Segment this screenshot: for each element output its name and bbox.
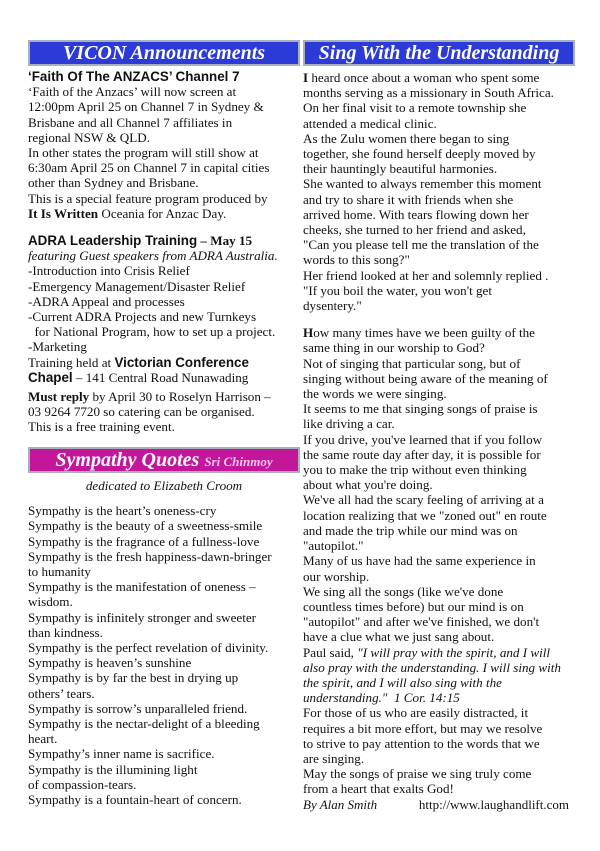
sympathy-line: Sympathy is infinitely stronger and sweeter [28, 609, 257, 625]
adra-held-line-2 [28, 370, 300, 385]
sympathy-line: of compassion-tears. [28, 776, 137, 792]
para2-line-text: We've all had the scary feeling of arriving at a [303, 492, 544, 508]
adra-line: -Emergency Management/Disaster Relief [28, 278, 246, 294]
paul-quote-line [303, 675, 575, 690]
para1-line-text: together, she found herself deeply moved by [303, 146, 536, 162]
para1-line [303, 161, 575, 176]
para1-line [303, 222, 575, 237]
adra-title: ADRA Leadership Training [28, 233, 198, 249]
sympathy-line: Sympathy is the manifestation of oneness – [28, 579, 256, 595]
source-url[interactable]: http://www.laughandlift.com [418, 796, 569, 812]
sympathy-line: heart. [28, 731, 58, 747]
sympathy-line: than kindness. [28, 624, 103, 640]
article-para-2 [303, 325, 575, 644]
sympathy-line: Sympathy is the perfect revelation of divinity. [28, 640, 269, 656]
para2-line [303, 386, 575, 401]
para2-line [303, 340, 575, 355]
sympathy-banner-author: Sri Chinmoy [204, 454, 273, 469]
sympathy-banner-title: Sympathy Quotes [55, 449, 200, 471]
paul-quote-line [303, 660, 575, 675]
adra-venue-address: – 141 Central Road Nunawading [72, 369, 249, 385]
para1-line-text: attended a medical clinic. [303, 115, 437, 131]
para1-line [303, 146, 575, 161]
para2-line [303, 569, 575, 584]
para2-line [303, 629, 575, 644]
adra-reply-line-2: 03 9264 7720 so catering can be organised. [28, 404, 255, 420]
para2-line [303, 325, 575, 340]
paul-quote-text: also pray with the understanding. I will sing with [303, 659, 561, 675]
para3-line: For those of us who are easily distracted, it [303, 705, 529, 721]
must-reply: Must reply [28, 389, 90, 405]
paul-quote-line [303, 645, 575, 660]
sympathy-quotes-banner [28, 447, 300, 473]
para2-line [303, 477, 575, 492]
para2-line-text: same thing in our worship to God? [303, 340, 485, 356]
para1-line-text: On her final visit to a remote township she [303, 100, 527, 116]
para2-line-text: "autopilot" and after we've finished, we don't [303, 614, 540, 630]
para2-line [303, 401, 575, 416]
adra-venue-1: Victorian Conference [114, 354, 249, 370]
para1-line-text: She wanted to always remember this moment [303, 176, 542, 192]
para2-line [303, 523, 575, 538]
adra-line: -Introduction into Crisis Relief [28, 263, 190, 279]
para1-line-text: words to this song?" [303, 252, 410, 268]
anzacs-line: 6:30am April 25 on Channel 7 in capital cities [28, 160, 270, 176]
para2-line [303, 508, 575, 523]
adra-line: -ADRA Appeal and processes [28, 293, 185, 309]
sympathy-line: to humanity [28, 564, 91, 580]
para3-line: to strive to pay attention to the words that we [303, 735, 540, 751]
para2-line [303, 599, 575, 614]
sympathy-line: Sympathy is the illumining light [28, 761, 198, 777]
para1-line [303, 298, 575, 313]
adra-reply-line [28, 389, 300, 404]
para2-line [303, 492, 575, 507]
para1-line [303, 85, 575, 100]
article-signature [303, 797, 575, 812]
anzacs-line: regional NSW & QLD. [28, 129, 150, 145]
para2-line-text: "autopilot." [303, 538, 364, 554]
para1-line-text: Her friend looked at her and solemnly replied . [303, 267, 549, 283]
article-para-3 [303, 705, 575, 796]
adra-line: -Current ADRA Projects and new Turnkeys [28, 309, 257, 325]
para1-line-text: "If you boil the water, you won't get [303, 282, 492, 298]
para1-line [303, 176, 575, 191]
para1-line-text: As the Zulu women there began to sing [303, 130, 510, 146]
para2-line-text: countless times before) but our mind is on [303, 598, 524, 614]
adra-reply-line-3: This is a free training event. [28, 419, 175, 435]
vicon-announcements-banner: VICON Announcements [28, 40, 300, 66]
sympathy-line: Sympathy is sorrow’s unparalleled friend. [28, 700, 248, 716]
para2-line-text: We sing all the songs (like we've done [303, 583, 504, 599]
sympathy-line: Sympathy is by far the best in drying up [28, 670, 239, 686]
para1-line-text: arrived home. With tears flowing down her [303, 206, 529, 222]
sympathy-line: Sympathy is heaven’s sunshine [28, 655, 192, 671]
para2-line-text: Not of singing that particular song, but of [303, 355, 521, 371]
para2-line [303, 584, 575, 599]
para2-initial: H [303, 325, 314, 341]
sympathy-line: Sympathy is the nectar-delight of a bleeding [28, 716, 260, 732]
paul-quote-text: "I will pray with the spirit, and I will [357, 644, 551, 660]
anzacs-line: 12:00pm April 25 on Channel 7 in Sydney & [28, 99, 264, 115]
paul-prefix: Paul said, [303, 644, 358, 660]
para3-line: are singing. [303, 750, 365, 766]
para2-line-text: you to make the trip without even thinking [303, 462, 527, 478]
para3-line: May the songs of praise we sing truly come [303, 766, 532, 782]
announcements-section [28, 69, 300, 435]
adra-reply-rest: by April 30 to Roselyn Harrison – [89, 389, 271, 405]
para2-line [303, 447, 575, 462]
sympathy-dedication: dedicated to Elizabeth Croom [85, 478, 243, 493]
para2-line-text: have a clue what we just sang about. [303, 629, 495, 645]
para2-line-text: It seems to me that singing songs of praise is [303, 401, 538, 417]
para1-line-text: "Can you please tell me the translation of the [303, 237, 539, 253]
sympathy-line: Sympathy is the fresh happiness-dawn-bringer [28, 548, 272, 564]
article-para-1 [303, 70, 575, 313]
sympathy-line: Sympathy’s inner name is sacrifice. [28, 746, 215, 762]
sympathy-line: Sympathy is the fragrance of a fullness-love [28, 533, 260, 549]
sympathy-line: Sympathy is a fountain-heart of concern. [28, 792, 242, 808]
sympathy-line: wisdom. [28, 594, 73, 610]
adra-title-line [28, 233, 300, 248]
para2-line-text: If you drive, you've learned that if you follow [303, 431, 543, 447]
para2-line-text: and made the trip while our mind was on [303, 522, 518, 538]
anzacs-line: Brisbane and all Channel 7 affiliates in [28, 114, 233, 130]
adra-line: -Marketing [28, 339, 87, 355]
byline: By Alan Smith [303, 796, 378, 812]
adra-held-prefix: Training held at [28, 354, 115, 370]
para1-line [303, 207, 575, 222]
paul-quote [303, 645, 575, 706]
para1-line [303, 100, 575, 115]
para2-line-text: the same route day after day, it is possible for [303, 446, 541, 462]
para2-line [303, 371, 575, 386]
para1-line-text: their hauntingly beautiful harmonies. [303, 161, 498, 177]
para1-line [303, 116, 575, 131]
it-is-written: It Is Written [28, 205, 99, 221]
para1-line [303, 268, 575, 283]
adra-venue-2: Chapel [28, 369, 73, 385]
para2-line [303, 553, 575, 568]
para1-line-text: months serving as a missionary in South Africa. [303, 85, 554, 101]
para1-line-text: dysentery." [303, 298, 362, 314]
anzacs-last-rest: Oceania for Anzac Day. [98, 205, 227, 221]
para1-line [303, 252, 575, 267]
para2-line-text: like driving a car. [303, 416, 395, 432]
sympathy-line: Sympathy is the beauty of a sweetness-smile [28, 518, 263, 534]
para2-line-text: ow many times have we been guilty of the [313, 325, 535, 341]
para2-line [303, 432, 575, 447]
sympathy-line: Sympathy is the heart’s oneness-cry [28, 503, 217, 519]
para2-line [303, 614, 575, 629]
para1-line [303, 70, 575, 85]
paul-quote-line [303, 690, 575, 705]
para2-line-text: our worship. [303, 568, 370, 584]
adra-subtitle: featuring Guest speakers from ADRA Australia. [28, 248, 278, 264]
anzacs-line: This is a special feature program produced by [28, 190, 268, 206]
anzacs-line: In other states the program will still show at [28, 145, 259, 161]
para1-line [303, 237, 575, 252]
para2-line-text: the words we were singing. [303, 386, 447, 402]
para3-line: requires a bit more effort, but may we resolve [303, 720, 543, 736]
sing-understanding-banner: Sing With the Understanding [303, 40, 575, 66]
sympathy-section [28, 478, 300, 807]
para2-line-text: singing without being aware of the meaning of [303, 370, 548, 386]
para1-line-text: cheeks, she turned to her friend and asked, [303, 222, 526, 238]
anzacs-last-line [28, 206, 300, 221]
para1-line [303, 283, 575, 298]
para1-line-text: and try to share it with friends when she [303, 191, 514, 207]
sympathy-line: others’ tears. [28, 685, 95, 701]
paul-quote-text: understanding." [303, 690, 388, 706]
para3-line: from a heart that exalts God! [303, 781, 454, 797]
adra-line: for National Program, how to set up a project. [28, 324, 276, 340]
para2-line-text: Many of us have had the same experience in [303, 553, 536, 569]
anzacs-line: ‘Faith of the Anzacs’ will now screen at [28, 84, 237, 100]
adra-held-line [28, 355, 300, 370]
sympathy-lines [28, 503, 300, 807]
paul-quote-text: the spirit, and I will also sing with the [303, 674, 502, 690]
para2-line [303, 538, 575, 553]
para2-line [303, 356, 575, 371]
adra-date: – May 15 [197, 233, 253, 249]
adra-body [28, 263, 300, 354]
anzacs-line: other than Sydney and Brisbane. [28, 175, 199, 191]
para1-line [303, 192, 575, 207]
para2-line-text: about what you're doing. [303, 477, 433, 493]
scripture-reference: 1 Cor. 14:15 [387, 690, 460, 706]
anzacs-body [28, 84, 300, 206]
para1-line [303, 131, 575, 146]
para2-line [303, 416, 575, 431]
para2-line [303, 462, 575, 477]
para1-initial: I [303, 70, 309, 85]
anzacs-title: ‘Faith Of The ANZACS’ Channel 7 [28, 69, 240, 84]
para1-line-text: heard once about a woman who spent some [308, 70, 540, 85]
para2-line-text: location realizing that we "zoned out" en route [303, 507, 547, 523]
sing-article [303, 70, 575, 812]
